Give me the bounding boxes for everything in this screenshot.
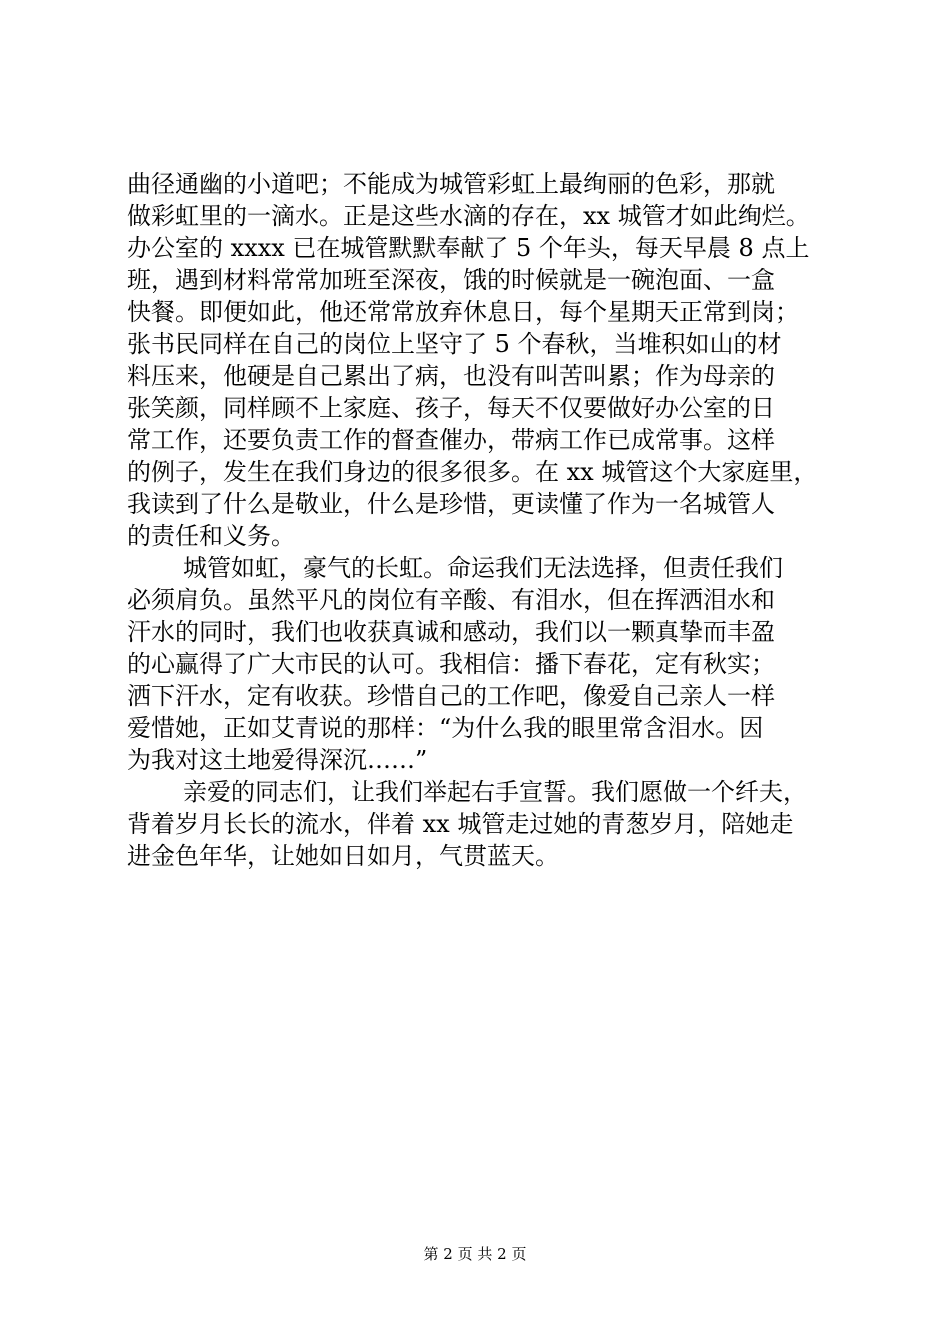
text-line: 为我对这土地爱得深沉……” [127,746,428,774]
text-line: 进金色年华，让她如日如月，气贯蓝天。 [127,842,559,870]
document-body [127,168,827,872]
text-line: 我读到了什么是敬业，什么是珍惜，更读懂了作为一名城管人 [127,490,775,518]
paragraph-start-line: 亲爱的同志们，让我们举起右手宣誓。我们愿做一个纤夫， [183,778,807,806]
text-line: 的例子，发生在我们身边的很多很多。在 xx 城管这个大家庭里， [127,458,818,486]
page-number-label: 第 2 页 共 2 页 [423,1245,527,1263]
text-line: 曲径通幽的小道吧；不能成为城管彩虹上最绚丽的色彩，那就 [127,170,775,198]
text-line: 办公室的 xxxx 已在城管默默奉献了 5 个年头，每天早晨 8 点上 [127,234,810,262]
text-line: 洒下汗水，定有收获。珍惜自己的工作吧，像爱自己亲人一样 [127,682,775,710]
text-line: 做彩虹里的一滴水。正是这些水滴的存在，xx 城管才如此绚烂。 [127,202,810,230]
text-line: 快餐。即便如此，他还常常放弃休息日，每个星期天正常到岗； [127,298,799,326]
text-line: 爱惜她，正如艾青说的那样：“为什么我的眼里常含泪水。因 [127,714,764,742]
text-line: 张笑颜，同样顾不上家庭、孩子，每天不仅要做好办公室的日 [127,394,775,422]
text-line: 张书民同样在自己的岗位上坚守了 5 个春秋，当堆积如山的材 [127,330,782,358]
text-line: 背着岁月长长的流水，伴着 xx 城管走过她的青葱岁月，陪她走 [127,810,794,838]
text-line: 班，遇到材料常常加班至深夜，饿的时候就是一碗泡面、一盒 [127,266,775,294]
text-line: 常工作，还要负责工作的督查催办，带病工作已成常事。这样 [127,426,775,454]
text-line: 的心赢得了广大市民的认可。我相信：播下春花，定有秋实； [127,650,775,678]
text-line: 的责任和义务。 [127,522,295,550]
text-line: 汗水的同时，我们也收获真诚和感动，我们以一颗真挚而丰盈 [127,618,775,646]
text-line: 必须肩负。虽然平凡的岗位有辛酸、有泪水，但在挥洒泪水和 [127,586,775,614]
page-footer [0,1244,950,1264]
text-line: 料压来，他硬是自己累出了病，也没有叫苦叫累；作为母亲的 [127,362,775,390]
paragraph-start-line: 城管如虹，豪气的长虹。命运我们无法选择，但责任我们 [183,554,783,582]
